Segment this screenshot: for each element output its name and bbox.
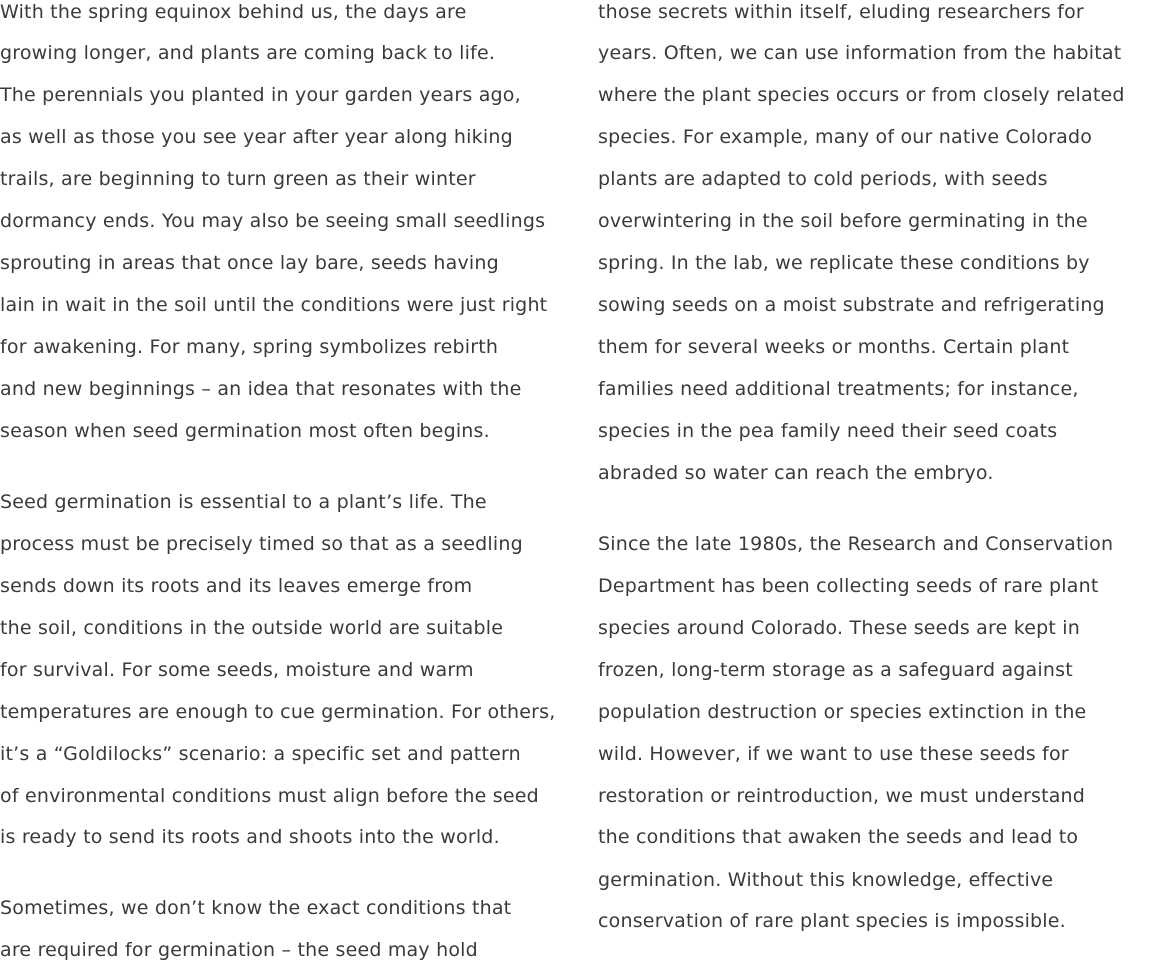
right-column-text-line: plants are adapted to cold periods, with seeds (598, 168, 1048, 190)
right-column-text-line: where the plant species occurs or from closely related (598, 84, 1125, 106)
left-column-text-line: for awakening. For many, spring symbolizes rebirth (0, 336, 499, 358)
right-column-text-line: abraded so water can reach the embryo. (598, 462, 994, 484)
right-column-text-line: species. For example, many of our native Colorado (598, 126, 1093, 148)
left-column-text-line: of environmental conditions must align before the seed (0, 785, 539, 807)
left-column-text-line: sends down its roots and its leaves emerge from (0, 575, 473, 597)
left-column-text-line: the soil, conditions in the outside world are suitable (0, 617, 504, 639)
left-column-text-line: sprouting in areas that once lay bare, seeds having (0, 252, 499, 274)
left-column-text-line: Seed germination is essential to a plant’s life. The (0, 491, 487, 513)
right-column-text-line: germination. Without this knowledge, effective (598, 869, 1054, 891)
right-column-text-line: spring. In the lab, we replicate these conditions by (598, 252, 1090, 274)
right-column-text-line: overwintering in the soil before germinating in the (598, 210, 1088, 232)
right-column-text-line: Since the late 1980s, the Research and Conservation (598, 533, 1114, 555)
left-column-text-line: as well as those you see year after year along hiking (0, 126, 513, 148)
left-column-text-line: trails, are beginning to turn green as their winter (0, 168, 476, 190)
left-column-text-line: With the spring equinox behind us, the days are (0, 1, 467, 23)
left-column-text-line: for survival. For some seeds, moisture and warm (0, 659, 474, 681)
right-column-text-line: Department has been collecting seeds of rare plant (598, 575, 1099, 597)
right-column-text-line: sowing seeds on a moist substrate and refrigerating (598, 294, 1105, 316)
left-column-text-line: are required for germination – the seed may hold (0, 939, 478, 961)
left-column-text-line: season when seed germination most often begins. (0, 420, 490, 442)
right-column-text-line: frozen, long-term storage as a safeguard against (598, 659, 1073, 681)
right-column-text-line: conservation of rare plant species is impossible. (598, 910, 1066, 932)
left-column-text-line: temperatures are enough to cue germination. For others, (0, 701, 556, 723)
left-column-text-line: lain in wait in the soil until the conditions were just right (0, 294, 548, 316)
left-column-text-line: it’s a “Goldilocks” scenario: a specific set and pattern (0, 743, 521, 765)
right-column-text-line: families need additional treatments; for instance, (598, 378, 1079, 400)
left-column-text-line: The perennials you planted in your garden years ago, (0, 84, 521, 106)
right-column-text-line: those secrets within itself, eluding researchers for (598, 1, 1084, 23)
left-column-text-line: process must be precisely timed so that as a seedling (0, 533, 523, 555)
left-column-text-line: and new beginnings – an idea that resonates with the (0, 378, 522, 400)
right-column-text-line: population destruction or species extinction in the (598, 701, 1087, 723)
left-column-text-line: growing longer, and plants are coming back to life. (0, 42, 496, 64)
right-column-text-line: species in the pea family need their seed coats (598, 420, 1058, 442)
right-column-text-line: wild. However, if we want to use these seeds for (598, 743, 1069, 765)
left-column-text-line: is ready to send its roots and shoots into the world. (0, 826, 500, 848)
left-column-text-line: Sometimes, we don’t know the exact conditions that (0, 897, 512, 919)
right-column-text-line: years. Often, we can use information from the habitat (598, 42, 1122, 64)
right-column-text-line: the conditions that awaken the seeds and lead to (598, 826, 1079, 848)
left-column-text-line: dormancy ends. You may also be seeing small seedlings (0, 210, 546, 232)
right-column-text-line: restoration or reintroduction, we must understand (598, 785, 1086, 807)
right-column-text-line: them for several weeks or months. Certain plant (598, 336, 1070, 358)
right-column-text-line: species around Colorado. These seeds are kept in (598, 617, 1081, 639)
